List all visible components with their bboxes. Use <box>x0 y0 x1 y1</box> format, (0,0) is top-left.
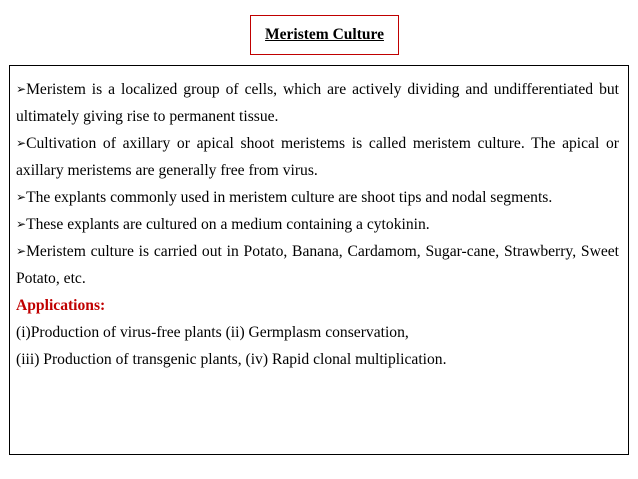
arrow-bullet-icon: ➢ <box>16 217 27 231</box>
bullet-point <box>16 238 619 292</box>
arrow-bullet-icon: ➢ <box>16 190 27 204</box>
title-box <box>250 15 399 55</box>
bullet-point <box>16 76 619 130</box>
page-title: Meristem Culture <box>265 26 384 43</box>
application-line: (iii) Production of transgenic plants, (iv) Rapid clonal multiplication. <box>16 351 447 368</box>
bullet-text: The explants commonly used in meristem culture are shoot tips and nodal segments. <box>26 189 553 206</box>
bullet-point <box>16 184 619 211</box>
arrow-bullet-icon: ➢ <box>16 136 27 150</box>
application-line: (i)Production of virus-free plants (ii) Germplasm conservation, <box>16 324 409 341</box>
bullet-text: Cultivation of axillary or apical shoot meristems is called meristem culture. The apical or axillary meristems are generally free from virus. <box>16 135 619 179</box>
arrow-bullet-icon: ➢ <box>16 82 27 96</box>
bullet-text: Meristem culture is carried out in Potato, Banana, Cardamom, Sugar-cane, Strawberry, Sweet Potato, etc. <box>16 243 619 287</box>
content-box <box>9 65 629 455</box>
applications-heading: Applications: <box>16 297 106 314</box>
bullet-point <box>16 130 619 184</box>
arrow-bullet-icon: ➢ <box>16 244 27 258</box>
bullet-text: These explants are cultured on a medium containing a cytokinin. <box>26 216 430 233</box>
bullet-text: Meristem is a localized group of cells, which are actively dividing and undifferentiated but ultimately giving rise to permanent tissue. <box>16 81 619 125</box>
bullet-point <box>16 211 619 238</box>
